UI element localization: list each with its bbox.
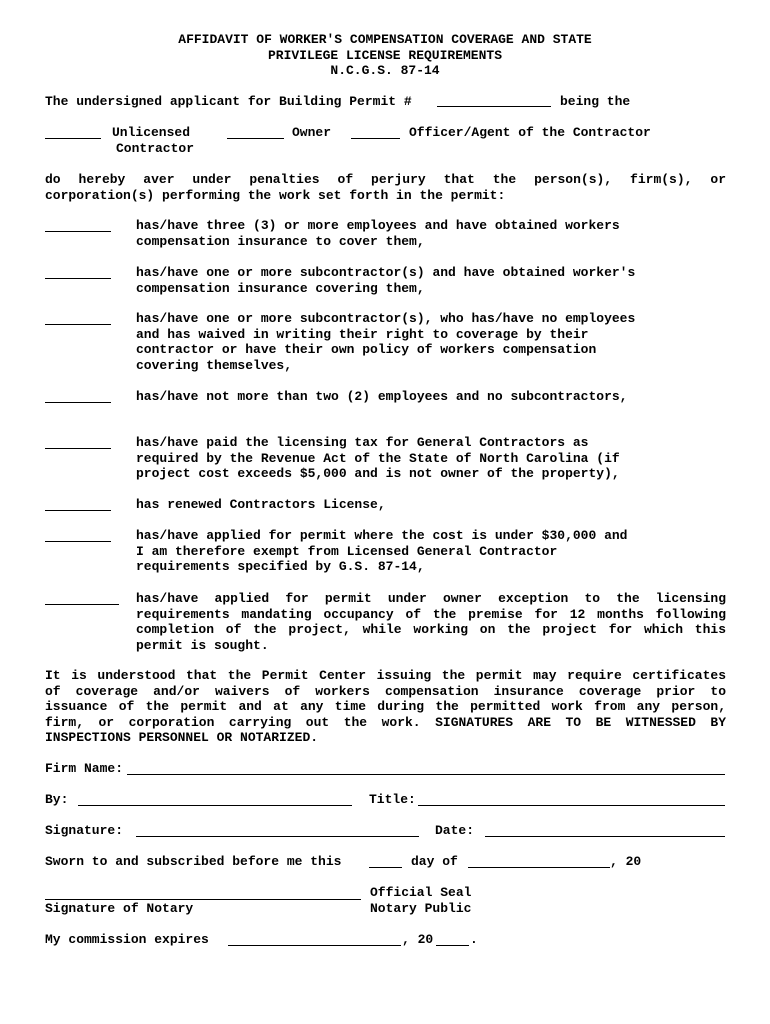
item-text: I am therefore exempt from Licensed General Contractor (136, 543, 558, 559)
sworn-text: Sworn to and subscribed before me this (45, 854, 342, 869)
intro-text: The undersigned applicant for Building Permit # (45, 94, 412, 109)
item-text: and has waived in writing their right to coverage by their (136, 326, 589, 342)
contractor-label: Contractor (116, 141, 195, 156)
understood-line-4: firm, or corporation carrying out the work. SIGNATURES ARE TO BE WITNESSED BY (45, 714, 726, 730)
title-label: Title: (369, 792, 416, 807)
item-text: project cost exceeds $5,000 and is not owner of the property), (136, 466, 620, 481)
officer-agent-label: Officer/Agent of the Contractor (409, 125, 651, 140)
unlicensed-contractor-checkline[interactable] (45, 138, 101, 139)
commission-year-label: , 20 (402, 932, 434, 947)
understood-line-2: of coverage and/or waivers of workers compensation insurance coverage prior to (45, 683, 726, 699)
title-line-2: PRIVILEGE LICENSE REQUIREMENTS (267, 47, 503, 63)
title-field[interactable] (418, 805, 725, 806)
item-text: has renewed Contractors License, (136, 497, 386, 512)
item-text: has/have not more than two (2) employees and no subcontractors, (136, 389, 628, 404)
item-text: compensation insurance covering them, (136, 280, 425, 296)
by-field[interactable] (78, 805, 352, 806)
intro-suffix: being the (560, 94, 631, 109)
declaration-line-2: corporation(s) performing the work set forth in the permit: (45, 187, 506, 203)
by-label: By: (45, 792, 69, 807)
item-checkline[interactable] (45, 231, 111, 232)
document-title (0, 32, 770, 79)
sworn-month-field[interactable] (468, 867, 610, 868)
signature-field[interactable] (136, 836, 419, 837)
declaration-paragraph (45, 172, 726, 203)
declaration-line-1: do hereby aver under penalties of perjury that the person(s), firm(s), or (45, 172, 726, 187)
notary-public-label: Notary Public (370, 901, 472, 916)
commission-label: My commission expires (45, 932, 209, 947)
permit-number-field[interactable] (437, 106, 551, 107)
owner-checkline[interactable] (227, 138, 284, 139)
official-seal-label: Official Seal (370, 885, 472, 900)
sworn-year-label: , 20 (610, 854, 642, 869)
item-checkline[interactable] (45, 402, 111, 403)
item-checkline[interactable] (45, 324, 111, 325)
item-text: has/have paid the licensing tax for General Contractors as (136, 435, 589, 450)
item-text: has/have applied for permit under owner exception to the licensing (136, 591, 726, 606)
item-text: permit is sought. (136, 637, 269, 653)
understood-paragraph (45, 668, 726, 746)
officer-agent-checkline[interactable] (351, 138, 400, 139)
item-text: has/have three (3) or more employees and have obtained workers (136, 218, 620, 233)
item-text: compensation insurance to cover them, (136, 233, 425, 249)
item-checkline[interactable] (45, 278, 111, 279)
item-text: has/have one or more subcontractor(s), who has/have no employees (136, 311, 636, 326)
date-field[interactable] (485, 836, 725, 837)
understood-line-3: issuance of the permit and at any time during the permitted work from any person, (45, 699, 726, 714)
date-label: Date: (435, 823, 475, 838)
item-checkline[interactable] (45, 510, 111, 511)
notary-signature-field[interactable] (45, 899, 361, 900)
commission-year-field[interactable] (436, 945, 469, 946)
owner-label: Owner (292, 125, 332, 140)
notary-signature-label: Signature of Notary (45, 901, 194, 916)
item-checkline[interactable] (45, 448, 111, 449)
day-of-label: day of (411, 854, 458, 869)
item-text: required by the Revenue Act of the State of North Carolina (if (136, 450, 620, 466)
item-text: requirements specified by G.S. 87-14, (136, 559, 425, 574)
item-text: completion of the project, while working on the project for which this (136, 622, 726, 637)
item-text: covering themselves, (136, 357, 293, 373)
firm-name-label: Firm Name: (45, 761, 124, 776)
firm-name-field[interactable] (127, 774, 725, 775)
item-text: has/have one or more subcontractor(s) and have obtained worker's (136, 265, 636, 280)
unlicensed-label: Unlicensed (112, 125, 191, 140)
item-text: requirements mandating occupancy of the premise for 12 months following (136, 606, 726, 622)
signature-label: Signature: (45, 823, 124, 838)
item-text: has/have applied for permit where the cost is under $30,000 and (136, 528, 628, 543)
title-line-3: N.C.G.S. 87-14 (330, 63, 440, 78)
understood-line-1: It is understood that the Permit Center issuing the permit may require certificates (45, 668, 726, 683)
understood-line-5: INSPECTIONS PERSONNEL OR NOTARIZED. (45, 730, 319, 745)
sworn-day-field[interactable] (369, 867, 402, 868)
item-checkline[interactable] (45, 541, 111, 542)
title-line-1: AFFIDAVIT OF WORKER'S COMPENSATION COVERAGE AND STATE (178, 32, 592, 47)
commission-date-field[interactable] (228, 945, 401, 946)
item-text: contractor or have their own policy of workers compensation (136, 342, 597, 357)
item-checkline[interactable] (45, 604, 119, 605)
commission-period: . (470, 932, 478, 947)
